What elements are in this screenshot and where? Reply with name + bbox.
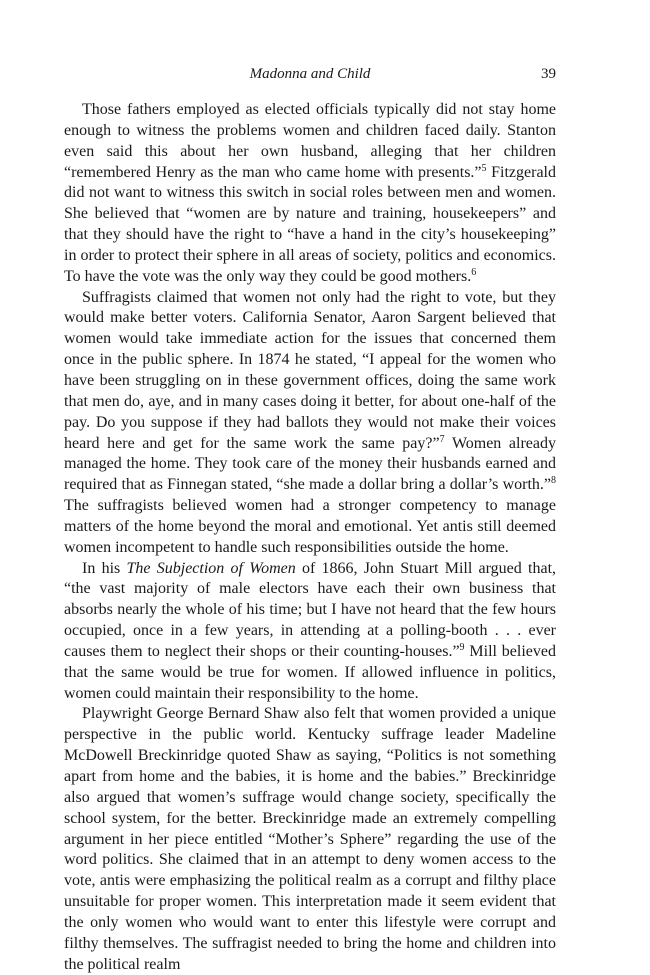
running-title: Madonna and Child (249, 66, 371, 82)
footnote-ref-8: 8 (551, 475, 556, 487)
paragraph-text: Women already managed the home. They took care of the money their husbands earned and required that as Finnegan stated, “she made a dollar bring a dollar’s worth.” (64, 434, 557, 494)
body-text (64, 100, 556, 975)
book-title: The Subjection of Women (126, 559, 296, 577)
paragraph-text: of 1866, John Stuart Mill argued that, “the vast majority of male electors have each their own business that absorbs nearly the whole of his time; but I have not heard that the few hours occupied, once in a few years, in attending at a polling-booth . . . ever causes them to neglect their shops or their counting-houses.” (64, 559, 557, 660)
footnote-ref-7: 7 (439, 433, 445, 445)
footnote-ref-5: 5 (481, 162, 487, 174)
paragraph-text: Fitzgerald did not want to witness this switch in social roles between men and women. She believed that “women are by nature and training, housekeepers” and that they should have the right to “have a hand in the city’s housekeeping” in order to protect their sphere in all areas of society, politics and economics. To have the vote was the only way they could be good mothers. (64, 163, 556, 285)
paragraph-text: Suffragists claimed that women not only had the right to vote, but they would make better voters. California Senator, Aaron Sargent believed that women would take immediate action for the issues that concerned them once in the public sphere. In 1874 he stated, “I appeal for the women who have been struggling on in these government offices, doing the same work that men do, aye, and in many cases doing it better, for about one-half of the pay. Do you suppose if they had ballots they would not make their voices heard here and get for the same work the same pay?” (64, 288, 556, 452)
paragraph-mill (64, 559, 556, 705)
paragraph-shaw (64, 704, 556, 975)
paragraph-text: The suffragists believed women had a stronger competency to manage matters of the home beyond the moral and emotional. Yet antis still deemed women incompetent to handle such responsibilities outside the home. (64, 497, 556, 556)
paragraph-text: In his (82, 559, 127, 577)
page-number: 39 (541, 66, 556, 82)
paragraph-text: Playwright George Bernard Shaw also felt that women provided a unique perspective in the public world. Kentucky suffrage leader Madeline McDowell Breckinridge quoted Shaw as saying, “Politics is not something apart from home and the babies, it is home and the babies.” Breckinridge also argued that women’s suffrage would change society, specifically the school system, for the better. Breckinridge made an extremely compelling argument in her piece entitled “Mother’s Sphere” regarding the use of the word politics. She claimed that in an attempt to deny women access to the vote, antis were emphasizing the political realm as a corrupt and filthy place unsuitable for proper women. This interpretation made it seem evident that the only women who would want to enter this lifestyle were corrupt and filthy themselves. The suffragist needed to bring the home and children into the political realm (64, 705, 556, 973)
paragraph-text: Those fathers employed as elected officials typically did not stay home enough to witness the problems women and children faced daily. Stanton even said this about her own husband, alleging that her children “remembered Henry as the man who came home with presents.” (64, 101, 556, 181)
running-header (64, 64, 556, 84)
paragraph-fathers-officials (64, 100, 556, 288)
paragraph-better-voters (64, 288, 556, 559)
footnote-ref-9: 9 (459, 641, 465, 653)
paragraph-text: Mill believed that the same would be true for women. If allowed influence in politics, women could maintain their responsibility to the home. (64, 642, 556, 702)
footnote-ref-6: 6 (471, 266, 477, 278)
